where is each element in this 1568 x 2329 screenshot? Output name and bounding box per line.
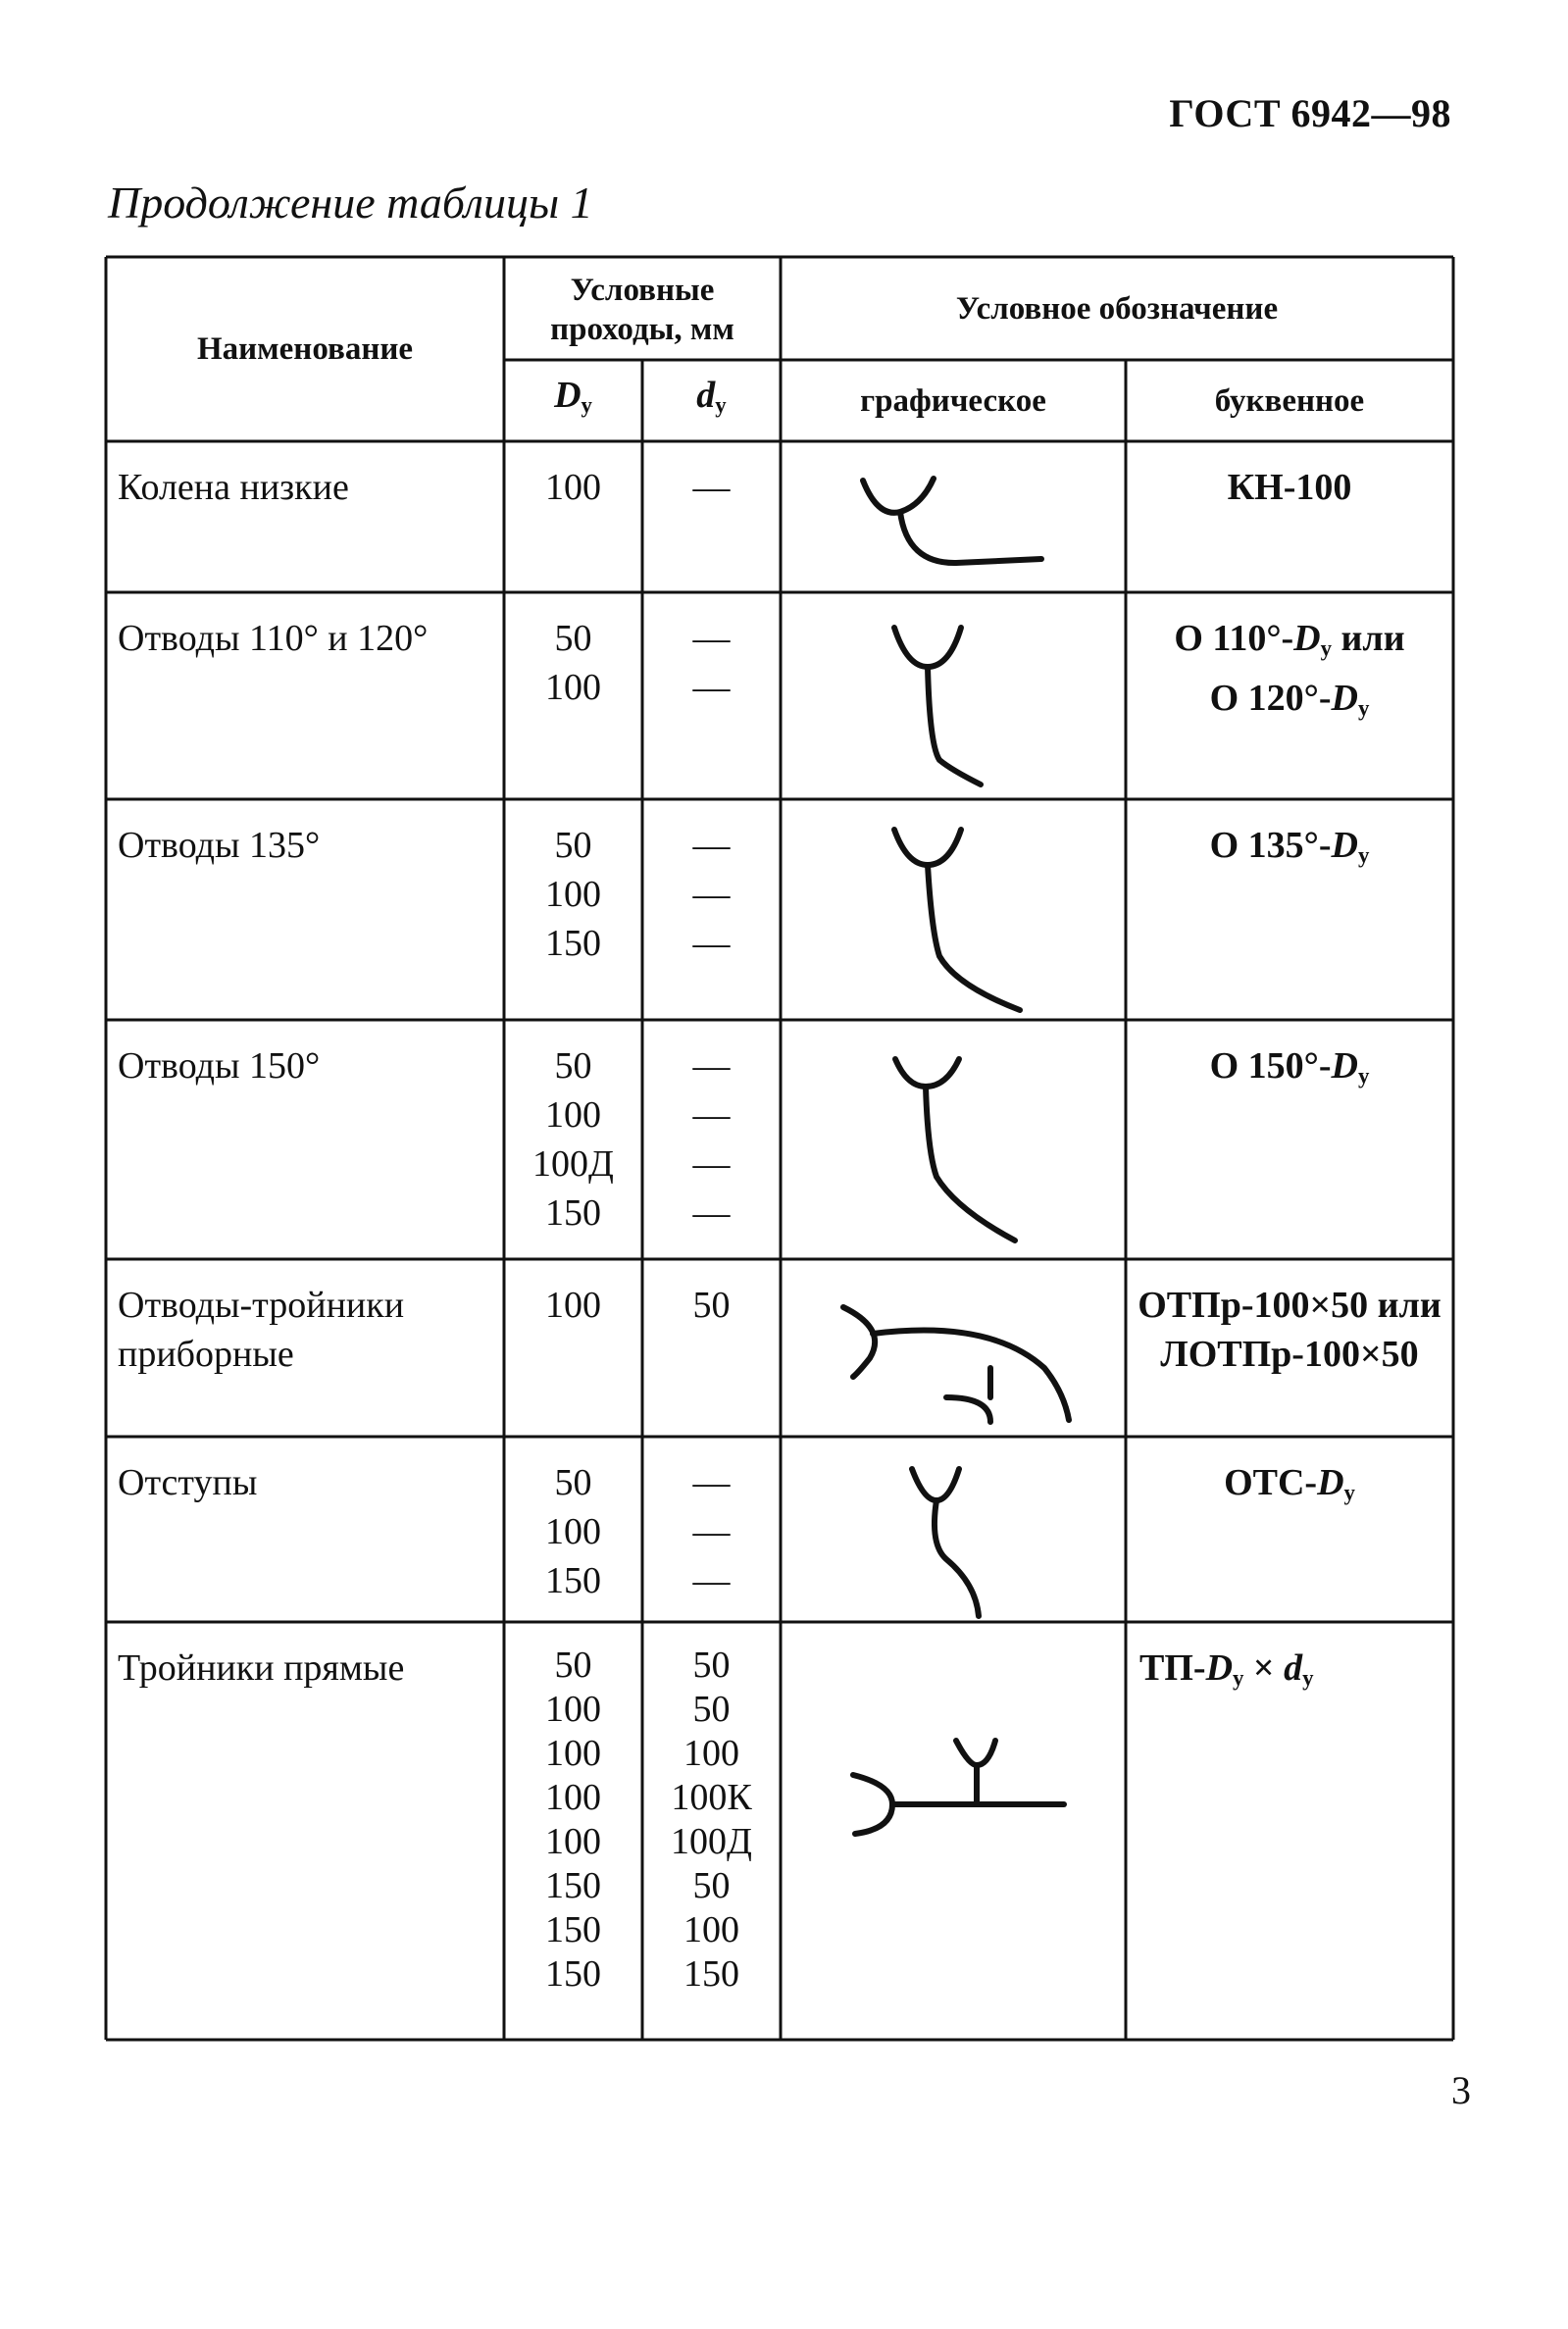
dy-value: 100 xyxy=(683,1909,739,1950)
dy-value: 150 xyxy=(683,1953,739,1995)
dy-value: — xyxy=(692,618,731,659)
letter-code-part: О 110°- xyxy=(1174,618,1294,659)
standard-number: ГОСТ 6942—98 xyxy=(1169,91,1451,135)
Dy-value: 100Д xyxy=(532,1143,614,1185)
Dy-value: 100 xyxy=(545,1777,601,1818)
dy-value: 50 xyxy=(692,1865,731,1906)
bend-135-symbol xyxy=(894,830,1020,1010)
dy-value: 50 xyxy=(692,1645,731,1686)
letter-code-part: О 135°- xyxy=(1209,825,1332,866)
letter-code-part: D xyxy=(1293,618,1321,659)
Dy-value: 100 xyxy=(545,467,601,508)
dy-value: — xyxy=(692,1560,731,1601)
dy-value: — xyxy=(692,1192,731,1234)
letter-code-part: или xyxy=(1332,618,1405,659)
dy-value: — xyxy=(692,825,731,866)
letter-code-part: d xyxy=(1284,1647,1303,1689)
letter-code-part: D xyxy=(1317,1462,1344,1503)
letter-code-part: у xyxy=(1357,842,1370,868)
column-header-designation-label: Условное обозначение xyxy=(955,290,1279,327)
letter-code-part: ОТС- xyxy=(1224,1462,1318,1503)
row-name-line: Отводы 150° xyxy=(118,1045,321,1087)
dy-value: — xyxy=(692,1094,731,1136)
row-name-line: Отступы xyxy=(118,1462,258,1503)
letter-code-part: D xyxy=(1331,825,1358,866)
Dy-value: 100 xyxy=(545,1094,601,1136)
Dy-value: 150 xyxy=(545,1192,601,1234)
Dy-value: 100 xyxy=(545,667,601,708)
Dy-subscript: у xyxy=(581,392,592,418)
Dy-value: 150 xyxy=(545,1909,601,1950)
offset-symbol xyxy=(912,1469,979,1616)
column-header-passages-label: Условные проходы, мм xyxy=(550,273,734,347)
dy-subscript: у xyxy=(715,392,727,418)
dy-value: 50 xyxy=(692,1689,731,1730)
Dy-value: 150 xyxy=(545,1865,601,1906)
letter-code-part: у xyxy=(1320,635,1333,661)
bend-tee-instrument-symbol xyxy=(843,1307,1069,1422)
Dy-value: 100 xyxy=(545,874,601,915)
row-name-line: Отводы 110° и 120° xyxy=(118,618,429,659)
Dy-value: 50 xyxy=(554,1645,592,1686)
letter-code-part: КН-100 xyxy=(1227,467,1352,508)
Dy-symbol: D xyxy=(554,375,582,417)
row-name-line: приборные xyxy=(118,1334,294,1375)
Dy-value: 50 xyxy=(554,825,592,866)
column-header-name-label: Наименование xyxy=(197,331,413,367)
letter-code-part: у xyxy=(1343,1480,1355,1505)
column-header-graphic-label: графическое xyxy=(860,382,1046,419)
dy-value: 50 xyxy=(692,1285,731,1326)
Dy-value: 150 xyxy=(545,1953,601,1995)
letter-code-part: ЛОТПр-100×50 xyxy=(1160,1334,1419,1375)
letter-code-part: О 120°- xyxy=(1209,677,1332,719)
Dy-value: 50 xyxy=(554,1045,592,1087)
dy-value: 100Д xyxy=(671,1821,752,1862)
Dy-value: 100 xyxy=(545,1733,601,1774)
dy-value: 100 xyxy=(683,1733,739,1774)
dy-value: — xyxy=(692,1511,731,1552)
dy-value: — xyxy=(692,1462,731,1503)
Dy-value: 100 xyxy=(545,1285,601,1326)
straight-tee-symbol xyxy=(853,1741,1064,1834)
letter-code-part: у xyxy=(1302,1665,1314,1691)
low-elbow-symbol xyxy=(863,479,1041,563)
letter-code-part: у xyxy=(1357,695,1370,721)
letter-code-part: D xyxy=(1331,677,1358,719)
letter-code-part: × xyxy=(1243,1647,1285,1689)
dy-value: — xyxy=(692,874,731,915)
Dy-value: 50 xyxy=(554,1462,592,1503)
Dy-value: 150 xyxy=(545,1560,601,1601)
bend-150-symbol xyxy=(895,1059,1015,1240)
dy-value: — xyxy=(692,667,731,708)
row-name-line: Колена низкие xyxy=(118,467,349,508)
row-name-line: Отводы 135° xyxy=(118,825,321,866)
Dy-value: 100 xyxy=(545,1821,601,1862)
bend-110-120-symbol xyxy=(894,628,981,785)
letter-code-part: D xyxy=(1331,1045,1358,1087)
table-caption: Продолжение таблицы 1 xyxy=(108,177,593,228)
dy-symbol: d xyxy=(696,375,716,417)
letter-code-part: О 150°- xyxy=(1209,1045,1332,1087)
Dy-value: 150 xyxy=(545,923,601,964)
row-name-line: Тройники прямые xyxy=(118,1647,405,1689)
letter-code-part: у xyxy=(1233,1665,1244,1691)
letter-code-part: у xyxy=(1357,1063,1370,1089)
dy-value: — xyxy=(692,1143,731,1185)
dy-value: 100К xyxy=(671,1777,752,1818)
page-number: 3 xyxy=(1451,2068,1471,2112)
Dy-value: 100 xyxy=(545,1511,601,1552)
letter-code-part: ТП- xyxy=(1139,1647,1206,1689)
dy-value: — xyxy=(692,467,731,508)
dy-value: — xyxy=(692,1045,731,1087)
Dy-value: 50 xyxy=(554,618,592,659)
row-name-line: Отводы-тройники xyxy=(118,1285,405,1326)
letter-code-part: ОТПр-100×50 или xyxy=(1138,1285,1442,1326)
letter-code-part: D xyxy=(1205,1647,1234,1689)
Dy-value: 100 xyxy=(545,1689,601,1730)
column-header-letter-label: буквенное xyxy=(1214,382,1365,419)
dy-value: — xyxy=(692,923,731,964)
